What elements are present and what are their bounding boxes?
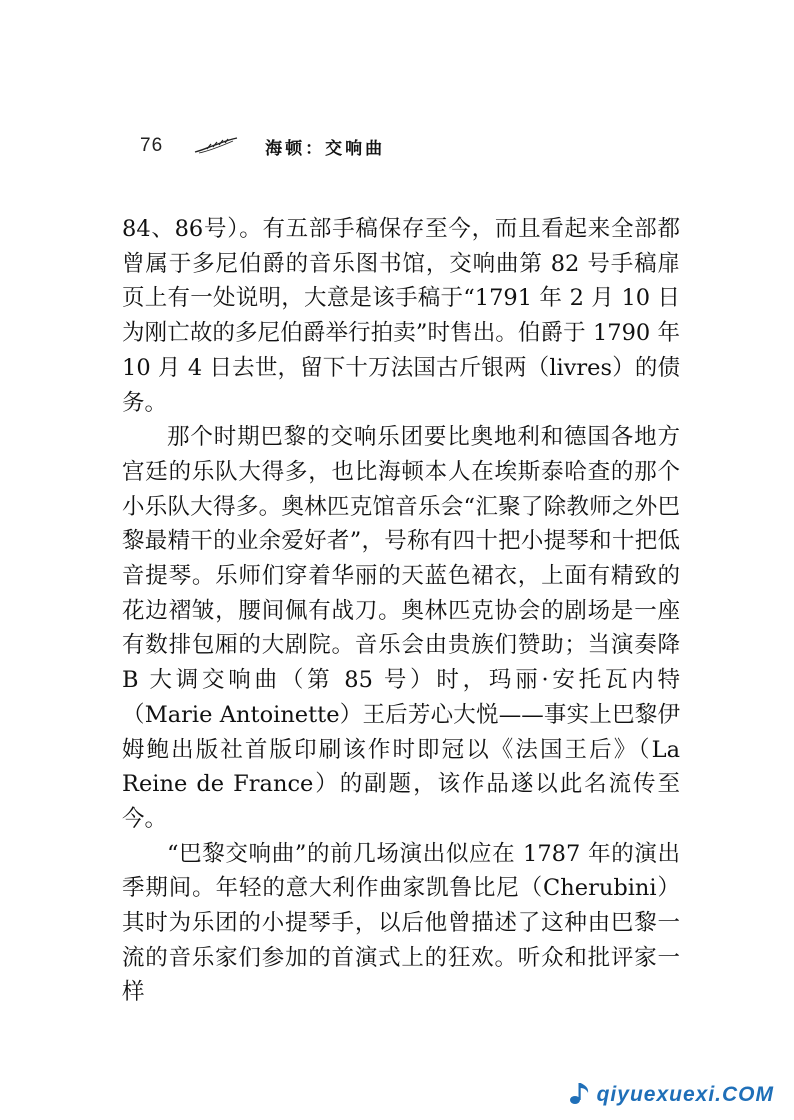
page-number: 76 [140,135,164,156]
ornament-flourish-icon [193,136,239,156]
music-note-icon [569,1080,591,1110]
running-title: 海顿：交响曲 [265,138,386,159]
paragraph-2: 那个时期巴黎的交响乐团要比奥地利和德国各地方宫廷的乐队大得多，也比海顿本人在埃斯泰哈查的那个小乐队大得多。奥林匹克馆音乐会“汇聚了除教师之外巴黎最精干的业余爱好者”，号称有四十把小提琴和十把低音提琴。乐师们穿着华丽的天蓝色裙衣，上面有精致的花边褶皱，腰间佩有战刀。奥林匹克协会的剧场是一座有数排包厢的大剧院。音乐会由贵族们赞助；当演奏降 B 大调交响曲（第 85 号）时，玛丽·安托瓦内特（Marie Antoinette）王后芳心大悦——事实上巴黎伊姆鲍出版社首版印刷该作时即冠以《法国王后》（La Reine de France）的副题，该作品遂以此名流传至今。 [122,424,680,832]
paragraph-3: “巴黎交响曲”的前几场演出似应在 1787 年的演出季期间。年轻的意大利作曲家凯鲁比尼（Cherubini）其时为乐团的小提琴手，以后他曾描述了这种由巴黎一流的音乐家们参加的首演式上的狂欢。听众和批评家一样 [122,840,680,1006]
site-watermark [569,1080,774,1110]
watermark-text: qiyuexuexi.COM [596,1083,774,1106]
page-header [140,128,385,164]
paragraph-1: 84、86号）。有五部手稿保存至今，而且看起来全部都曾属于多尼伯爵的音乐图书馆，交响曲第 82 号手稿扉页上有一处说明，大意是该手稿于“1791 年 2 月 10 日为刚亡故的多尼伯爵举行拍卖”时售出。伯爵于 1790 年 10 月 4 日去世，留下十万法国古斤银两（livres）的债务。 [122,216,680,416]
body-text [122,212,680,1010]
